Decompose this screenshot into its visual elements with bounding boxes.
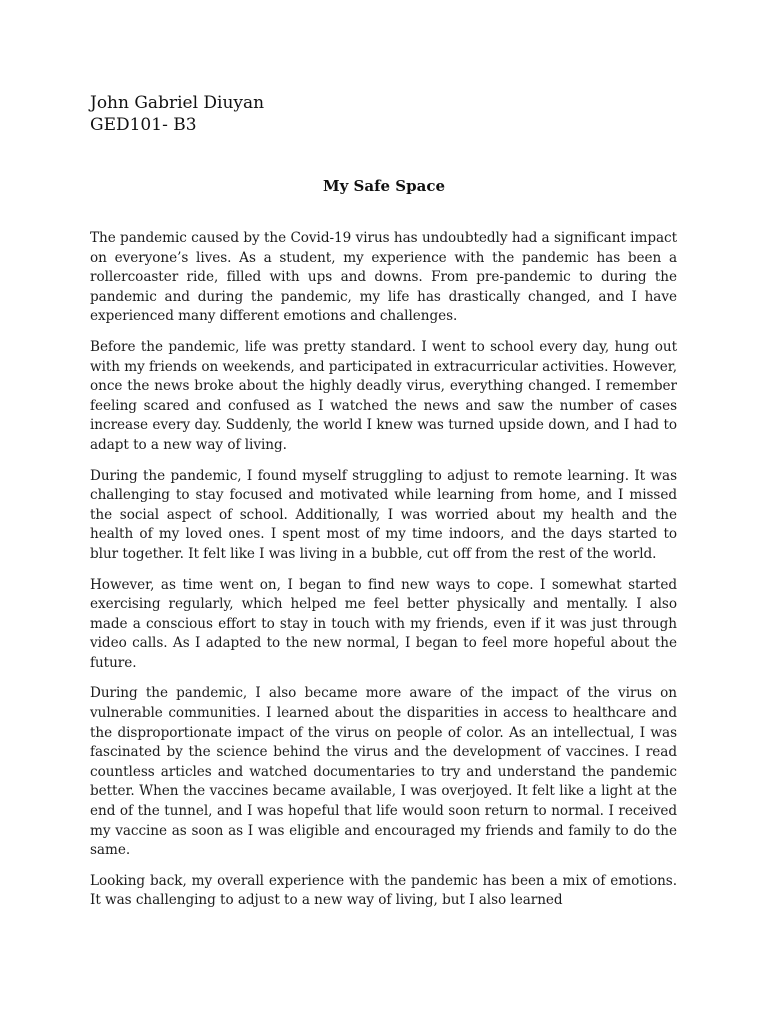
author-name: John Gabriel Diuyan [90, 93, 265, 113]
course-code: GED101- B3 [90, 115, 197, 135]
essay-title: My Safe Space [322, 177, 446, 195]
paragraph-5: During the pandemic, I also became more aware of the impact of the virus on vulnerable communities. I learned about the disparities in access to healthcare and the disproportionate impact of the virus on people of color. As an intellectual, I was fascinated by the science behind the virus and the development of vaccines. I read countless articles and watched documentaries to try and understand the pandemic better. When the vaccines became available, I was overjoyed. It felt like a light at the end of the tunnel, and I was hopeful that life would soon return to normal. I received my vaccine as soon as I was eligible and encouraged my friends and family to do the same. [90, 685, 677, 859]
paragraph-3: During the pandemic, I found myself struggling to adjust to remote learning. It was challenging to stay focused and motivated while learning from home, and I missed the social aspect of school. Additionally, I was worried about my health and the health of my loved ones. I spent most of my time indoors, and the days started to blur together. It felt like I was living in a bubble, cut off from the rest of the world. [90, 467, 677, 562]
paragraph-2: Before the pandemic, life was pretty standard. I went to school every day, hung out with my friends on weekends, and participated in extracurricular activities. However, once the news broke about the highly deadly virus, everything changed. I remember feeling scared and confused as I watched the news and saw the number of cases increase every day. Suddenly, the world I knew was turned upside down, and I had to adapt to a new way of living. [90, 338, 677, 453]
paragraph-6: Looking back, my overall experience with the pandemic has been a mix of emotions. It was challenging to adjust to a new way of living, but I also learned [90, 872, 677, 909]
paragraph-4: However, as time went on, I began to find new ways to cope. I somewhat started exercising regularly, which helped me feel better physically and mentally. I also made a conscious effort to stay in touch with my friends, even if it was just through video calls. As I adapted to the new normal, I began to feel more hopeful about the future. [90, 576, 677, 671]
essay-body [90, 229, 677, 922]
paragraph-1: The pandemic caused by the Covid-19 virus has undoubtedly had a significant impact on everyone’s lives. As a student, my experience with the pandemic has been a rollercoaster ride, filled with ups and downs. From pre-pandemic to during the pandemic and during the pandemic, my life has drastically changed, and I have experienced many different emotions and challenges. [90, 230, 677, 325]
